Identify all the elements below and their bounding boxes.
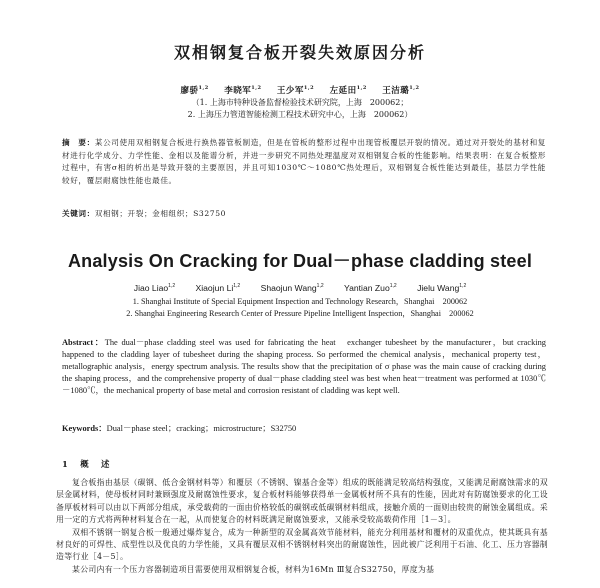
english-abstract-label: Abstract：: [62, 338, 105, 347]
chinese-author: 左延田$^{1,2}$: [329, 85, 367, 96]
english-author: Jiao Liao$^{1,2}$: [133, 283, 176, 293]
section-heading-overview: 1 概 述: [62, 459, 112, 469]
chinese-affiliation-2: 2. 上海压力管道智能检测工程技术研究中心，上海 200062）: [187, 110, 413, 119]
english-author: Yantian Zuo$^{1,2}$: [344, 283, 397, 293]
chinese-abstract-text: 某公司使用双相钢复合板进行换热器管板制造，但是在管板的整形过程中出现管板覆层开裂的情况。通过对开裂处的基材和复材进行化学成分、力学性能、金相以及能谱分析，并进一步研究不同热处理温度对双相钢复合板的性能影响。结果表明：在复合板整形过程中，有害σ相的析出是导致开裂的主要原因，并且可知1030℃～1080℃热处理后，双相钢复合板性能达到最佳，基层力学性能较好，覆层耐腐蚀性能也最佳。: [62, 138, 547, 185]
chinese-keywords-label: 关键词：: [62, 209, 95, 218]
chinese-author: 廖骄$^{1,2}$: [180, 85, 209, 96]
english-affiliation-2: 2. Shanghai Engineering Research Center of Pressure Pipeline Intelligent Inspection，Shanghai 200062: [126, 309, 474, 318]
body-paragraph: 某公司内有一个压力容器制造项目需要使用双相钢复合板，材料为16Mn Ⅲ复合S32750，厚度为基: [72, 564, 435, 574]
english-affiliation-1: 1. Shanghai Institute of Special Equipment Inspection and Technology Research，Shanghai 200062: [132, 297, 468, 306]
english-author: Jielu Wang$^{1,2}$: [417, 283, 467, 293]
chinese-affiliation-1: （1. 上海市特种设备监督检验技术研究院，上海 200062；: [191, 98, 409, 107]
chinese-keywords: [62, 208, 226, 219]
chinese-abstract-label: 摘 要：: [62, 138, 95, 147]
section-body: [56, 477, 548, 576]
chinese-author: 李晓军$^{1,2}$: [224, 85, 262, 96]
chinese-keywords-text: 双相钢；开裂；金相组织；S32750: [94, 209, 227, 218]
english-title: Analysis On Cracking for Dual－phase cladding steel: [67, 251, 533, 271]
chinese-title: 双相钢复合板开裂失效原因分析: [173, 43, 426, 62]
english-abstract: [62, 337, 546, 397]
english-author-list: [0, 283, 600, 293]
body-paragraph: 复合板指由基层（碳钢、低合金钢材料等）和覆层（不锈钢、镍基合金等）组成的既能满足较高结构强度，又能满足耐腐蚀需求的双层金属材料，使母板材同时兼顾强度及耐腐蚀性要求，复合板材料能够获得单一金属板材所不具有的性能，因此对有防腐蚀要求的化工设备厚板材料可以由以下两部分组成，承受载荷的一面由价格较低的碳钢或低碳钢材料组成，接触介质的一面则由较贵的耐蚀金属组成。采用一定的方式将两种材料复合在一起，从而使复合的材料既满足耐腐蚀要求，又能承受较高载荷作用［1－3］。: [56, 478, 548, 525]
chinese-author-list: [0, 84, 600, 96]
body-paragraph: 双相不锈钢一钢复合板一般通过爆炸复合，成为一种新型的双金属高效节能材料，能充分利用基材和覆材的双重优点，使其既具有基材良好的可焊性、成型性以及优良的力学性能，又具有覆层双相不锈钢材料突出的耐腐蚀性，因此被广泛利用于石油、化工、压力容器制造等行业［4－5］。: [56, 527, 548, 562]
english-keywords: [62, 422, 296, 434]
english-keywords-text: Dual－phase steel；cracking；microstructure；S32750: [106, 424, 297, 433]
chinese-abstract: [62, 137, 546, 187]
english-abstract-text: The dual－phase cladding steel was used for fabricating the heat exchanger tubesheet by the manufacturer，but cracking happened to the cladding layer of tubesheet during the shaping process. So performed the chemical analysis，mechanical property test，metallographic analysis，energy spectrum analysis. The results show that the precipitation of σ phase was the main cause of cracking during the shaping process，and the comprehensive property of dual－phase cladding steel was best when heat－treatment was performed at 1030℃－1080℃，the mechanical property of base metal and corrosion resistant of cladding was kept well.: [62, 338, 546, 396]
chinese-author: 王洁璐$^{1,2}$: [382, 85, 420, 96]
chinese-author: 王少军$^{1,2}$: [276, 85, 315, 96]
english-keywords-label: Keywords：: [62, 424, 107, 433]
english-author: Shaojun Wang$^{1,2}$: [260, 283, 324, 293]
english-author: Xiaojun Li$^{1,2}$: [195, 283, 241, 293]
